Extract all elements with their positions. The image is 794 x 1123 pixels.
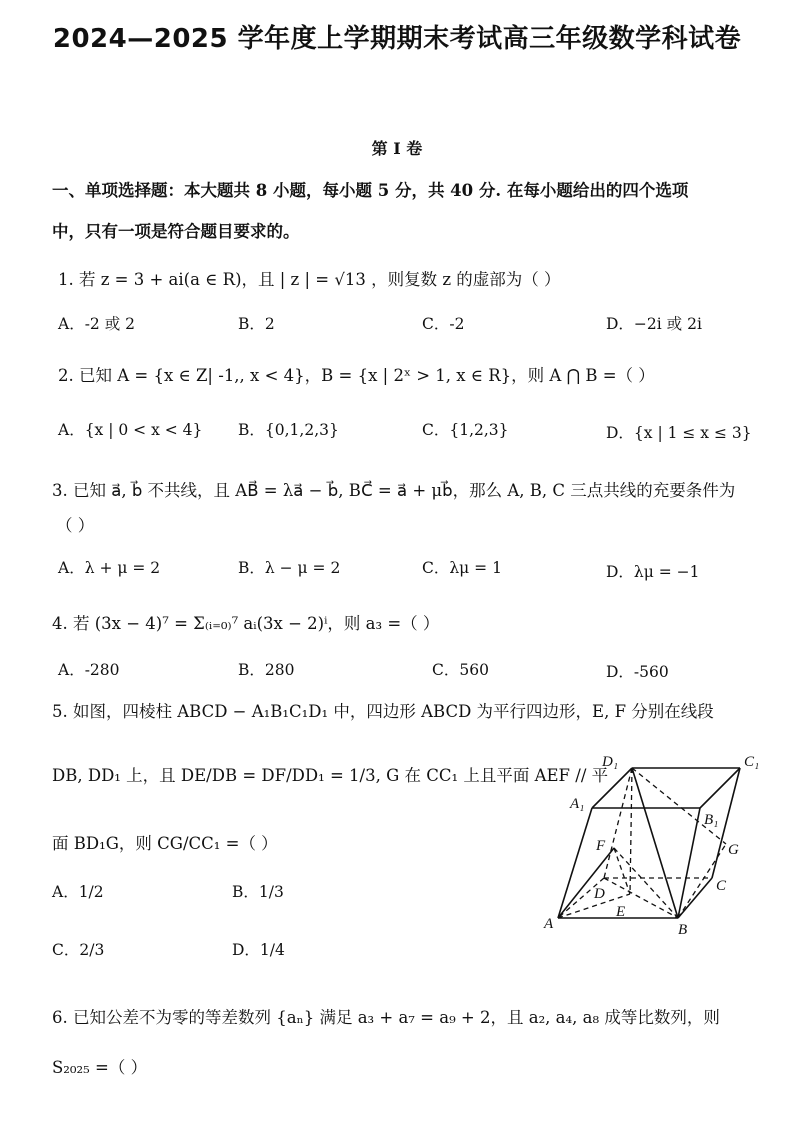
question-2-option-a: A．{x | 0 < x < 4}	[58, 421, 203, 439]
question-4-option-a: A．-280	[58, 661, 120, 679]
question-2-option-b: B．{0,1,2,3}	[238, 421, 339, 439]
question-3-stem: 3. 已知 a⃗, b⃗ 不共线，且 AB⃗ = λa⃗ − b⃗, BC⃗ = a⃗ + μb⃗，那么 A, B, C 三点共线的充要条件为	[52, 481, 736, 500]
question-5-option-d: D．1/4	[232, 941, 285, 959]
question-2-stem: 2. 已知 A = {x ∈ Z| -1,, x < 4}，B = {x | 2ˣ > 1, x ∈ R}，则 A ⋂ B =（ ）	[58, 366, 655, 385]
prism-figure	[530, 750, 780, 945]
question-3-stem-continued: （ ）	[56, 516, 95, 535]
label-C1: C₁	[744, 754, 760, 770]
part-heading: 第 I 卷	[371, 139, 423, 158]
question-2-option-c: C．{1,2,3}	[422, 421, 509, 439]
question-6-stem-line2: S₂₀₂₅ =（ ）	[52, 1058, 148, 1077]
question-4-stem: 4. 若 (3x − 4)⁷ = Σ₍ᵢ₌₀₎⁷ aᵢ(3x − 2)ⁱ，则 a₃ =（ ）	[52, 614, 440, 633]
question-2-option-d: D．{x | 1 ≤ x ≤ 3}	[606, 424, 752, 442]
label-D: D	[594, 886, 605, 902]
question-4-option-d: D．-560	[606, 663, 669, 681]
label-E: E	[616, 904, 626, 920]
label-C: C	[716, 878, 727, 894]
question-1-option-d: D．−2i 或 2i	[606, 315, 702, 333]
question-1-option-a: A．-2 或 2	[58, 315, 136, 333]
label-D1: D₁	[602, 754, 619, 770]
question-1-option-c: C．-2	[422, 315, 465, 333]
question-6-stem: 6. 已知公差不为零的等差数列 {aₙ} 满足 a₃ + a₇ = a₉ + 2，且 a₂, a₄, a₈ 成等比数列，则	[52, 1008, 720, 1027]
label-F: F	[596, 838, 606, 854]
question-3-option-c: C．λμ = 1	[422, 559, 502, 577]
question-5-option-a: A．1/2	[52, 883, 104, 901]
question-3-option-b: B．λ − μ = 2	[238, 559, 341, 577]
label-G: G	[728, 842, 739, 858]
question-1-option-b: B．2	[238, 315, 275, 333]
question-4-option-c: C．560	[432, 661, 489, 679]
question-3-option-a: A．λ + μ = 2	[58, 559, 161, 577]
label-A: A	[544, 916, 554, 932]
question-4-option-b: B．280	[238, 661, 295, 679]
section-instructions-line1: 一、单项选择题：本大题共 8 小题，每小题 5 分，共 40 分. 在每小题给出的四个选项	[52, 181, 689, 200]
label-B: B	[678, 922, 688, 938]
question-1-stem: 1. 若 z = 3 + ai(a ∈ R)，且 | z | = √13 ，则复数 z 的虚部为（ ）	[58, 270, 561, 289]
exam-title: 2024—2025 学年度上学期期末考试高三年级数学科试卷	[52, 24, 742, 54]
label-A1: A₁	[570, 796, 585, 812]
question-5-option-c: C．2/3	[52, 941, 105, 959]
question-5-option-b: B．1/3	[232, 883, 284, 901]
question-5-stem-line2: DB, DD₁ 上，且 DE/DB = DF/DD₁ = 1/3, G 在 CC₁ 上且平面 AEF // 平	[52, 766, 609, 785]
question-5-stem-line3: 面 BD₁G，则 CG/CC₁ =（ ）	[52, 834, 278, 853]
section-instructions-line2: 中，只有一项是符合题目要求的。	[52, 222, 300, 241]
label-B1: B₁	[704, 812, 719, 828]
question-5-stem: 5. 如图，四棱柱 ABCD − A₁B₁C₁D₁ 中，四边形 ABCD 为平行四边形，E, F 分别在线段	[52, 702, 714, 721]
question-3-option-d: D．λμ = −1	[606, 563, 700, 581]
